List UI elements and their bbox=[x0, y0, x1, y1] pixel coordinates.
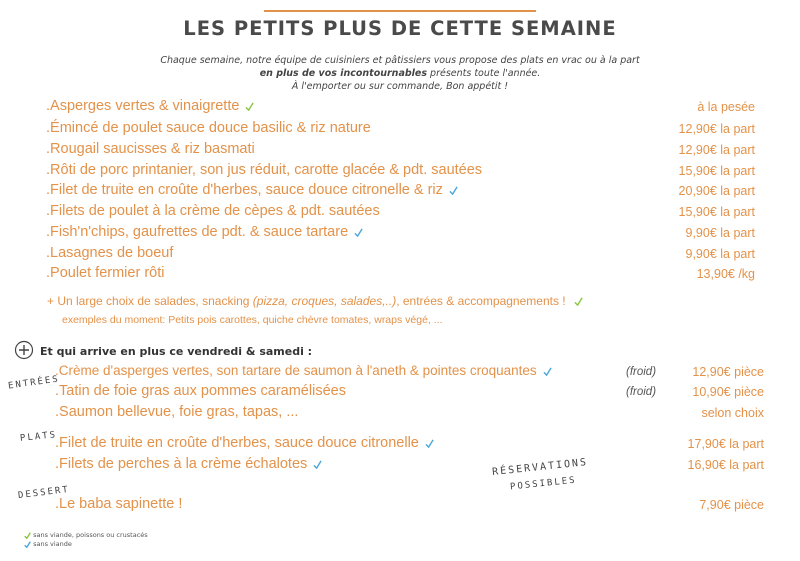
reservations-line-1: RÉSERVATIONS bbox=[491, 456, 589, 479]
weekly-item bbox=[46, 98, 254, 114]
weekend-item-name: .Crème d'asperges vertes, son tartare de saumon à l'aneth & pointes croquantes bbox=[55, 363, 537, 378]
legend-blue bbox=[24, 540, 72, 548]
weekend-item-note: (froid) bbox=[626, 386, 657, 398]
weekly-item-name: .Filet de truite en croûte d'herbes, sauce douce citronelle & riz bbox=[46, 182, 443, 198]
weekly-item-price: 13,90€ /kg bbox=[696, 267, 755, 281]
weekend-item-name: .Saumon bellevue, foie gras, tapas, ... bbox=[55, 404, 299, 420]
weekly-item bbox=[46, 245, 173, 261]
vegetarian-leaf-icon bbox=[245, 102, 254, 111]
weekend-item-name: .Tatin de foie gras aux pommes caramélisées bbox=[55, 383, 346, 399]
weekly-item bbox=[46, 224, 363, 240]
page-title: LES PETITS PLUS DE CETTE SEMAINE bbox=[183, 17, 617, 40]
weekend-item-price: 17,90€ la part bbox=[687, 437, 764, 451]
weekly-item-price: 15,90€ la part bbox=[678, 164, 755, 178]
section-dessert: DESSERT bbox=[17, 484, 71, 502]
weekend-item-price: 10,90€ pièce bbox=[692, 385, 764, 399]
weekend-item bbox=[55, 363, 552, 378]
weekend-heading: Et qui arrive en plus ce vendredi & samedi : bbox=[40, 345, 313, 358]
weekly-item-price: 12,90€ la part bbox=[678, 122, 755, 136]
weekly-item-name: .Lasagnes de boeuf bbox=[46, 245, 174, 261]
weekend-item-price: 12,90€ pièce bbox=[692, 365, 764, 379]
vegetarian-leaf-icon bbox=[574, 297, 583, 306]
weekend-item bbox=[55, 435, 434, 451]
weekly-item-price: 9,90€ la part bbox=[685, 226, 755, 240]
weekly-item-name: .Poulet fermier rôti bbox=[46, 265, 165, 281]
legend-green-label: sans viande, poissons ou crustacés bbox=[33, 531, 148, 539]
no-meat-icon bbox=[425, 439, 434, 448]
intro-line-3: À l'emporter ou sur commande, Bon appétit ! bbox=[291, 81, 509, 92]
section-entrees: ENTRÉES bbox=[7, 374, 61, 392]
weekly-item-name: .Rôti de porc printanier, son jus réduit, carotte glacée & pdt. sautées bbox=[46, 162, 483, 178]
weekly-item bbox=[46, 162, 482, 178]
no-meat-icon bbox=[24, 541, 31, 548]
extras-end: , entrées & accompagnements ! bbox=[396, 294, 566, 308]
intro-rest: présents toute l'année. bbox=[427, 68, 541, 79]
extras-line-2: exemples du moment: Petits pois carottes, quiche chèvre tomates, wraps végé, ... bbox=[62, 314, 443, 326]
weekend-item-price: selon choix bbox=[701, 406, 764, 420]
reservations-line-2: POSSIBLES bbox=[509, 475, 578, 493]
no-meat-icon bbox=[354, 228, 363, 237]
no-meat-icon bbox=[449, 186, 458, 195]
section-plats: PLATS bbox=[19, 430, 58, 444]
vegetarian-leaf-icon bbox=[24, 532, 31, 539]
weekend-item bbox=[55, 383, 346, 399]
title-rule bbox=[264, 10, 536, 12]
weekly-item bbox=[46, 265, 164, 281]
weekly-item-name: .Filets de poulet à la crème de cèpes & pdt. sautées bbox=[46, 203, 380, 219]
weekend-item-note: (froid) bbox=[626, 366, 657, 378]
weekly-item bbox=[46, 141, 255, 157]
weekend-item-name: .Filets de perches à la crème échalotes bbox=[55, 456, 308, 472]
intro-line-2 bbox=[0, 68, 800, 79]
weekend-item-price: 7,90€ pièce bbox=[699, 498, 764, 512]
weekly-item-price: 20,90€ la part bbox=[678, 184, 755, 198]
weekly-item-price: 12,90€ la part bbox=[678, 143, 755, 157]
weekly-item-price: à la pesée bbox=[697, 100, 755, 114]
weekly-item-name: .Fish'n'chips, gaufrettes de pdt. & sauce tartare bbox=[46, 224, 349, 240]
weekly-item-name: .Asperges vertes & vinaigrette bbox=[46, 98, 240, 114]
extras-italic: (pizza, croques, salades,..) bbox=[252, 294, 397, 308]
weekly-item bbox=[46, 120, 371, 136]
extras-line-1 bbox=[47, 294, 583, 308]
plus-circle-icon bbox=[14, 340, 34, 360]
weekly-item-name: .Émincé de poulet sauce douce basilic & riz nature bbox=[46, 120, 371, 136]
weekly-item bbox=[46, 182, 458, 198]
weekend-item-price: 16,90€ la part bbox=[687, 458, 764, 472]
weekly-item-price: 15,90€ la part bbox=[678, 205, 755, 219]
weekend-item bbox=[55, 496, 182, 512]
weekend-item-name: .Filet de truite en croûte d'herbes, sauce douce citronelle bbox=[55, 435, 419, 451]
intro-bold: en plus de vos incontournables bbox=[259, 68, 428, 79]
weekly-item-price: 9,90€ la part bbox=[685, 247, 755, 261]
weekend-item bbox=[55, 404, 298, 420]
no-meat-icon bbox=[313, 460, 322, 469]
weekend-item-name: .Le baba sapinette ! bbox=[55, 496, 183, 512]
weekly-item-name: .Rougail saucisses & riz basmati bbox=[46, 141, 255, 157]
intro-line-1: Chaque semaine, notre équipe de cuisiniers et pâtissiers vous propose des plats en vrac ou à la part bbox=[160, 55, 640, 66]
legend-blue-label: sans viande bbox=[33, 540, 72, 548]
no-meat-icon bbox=[543, 367, 552, 376]
legend-green bbox=[24, 531, 148, 539]
weekend-item bbox=[55, 456, 322, 472]
weekly-item bbox=[46, 203, 380, 219]
extras-start: + Un large choix de salades, snacking bbox=[47, 294, 253, 308]
